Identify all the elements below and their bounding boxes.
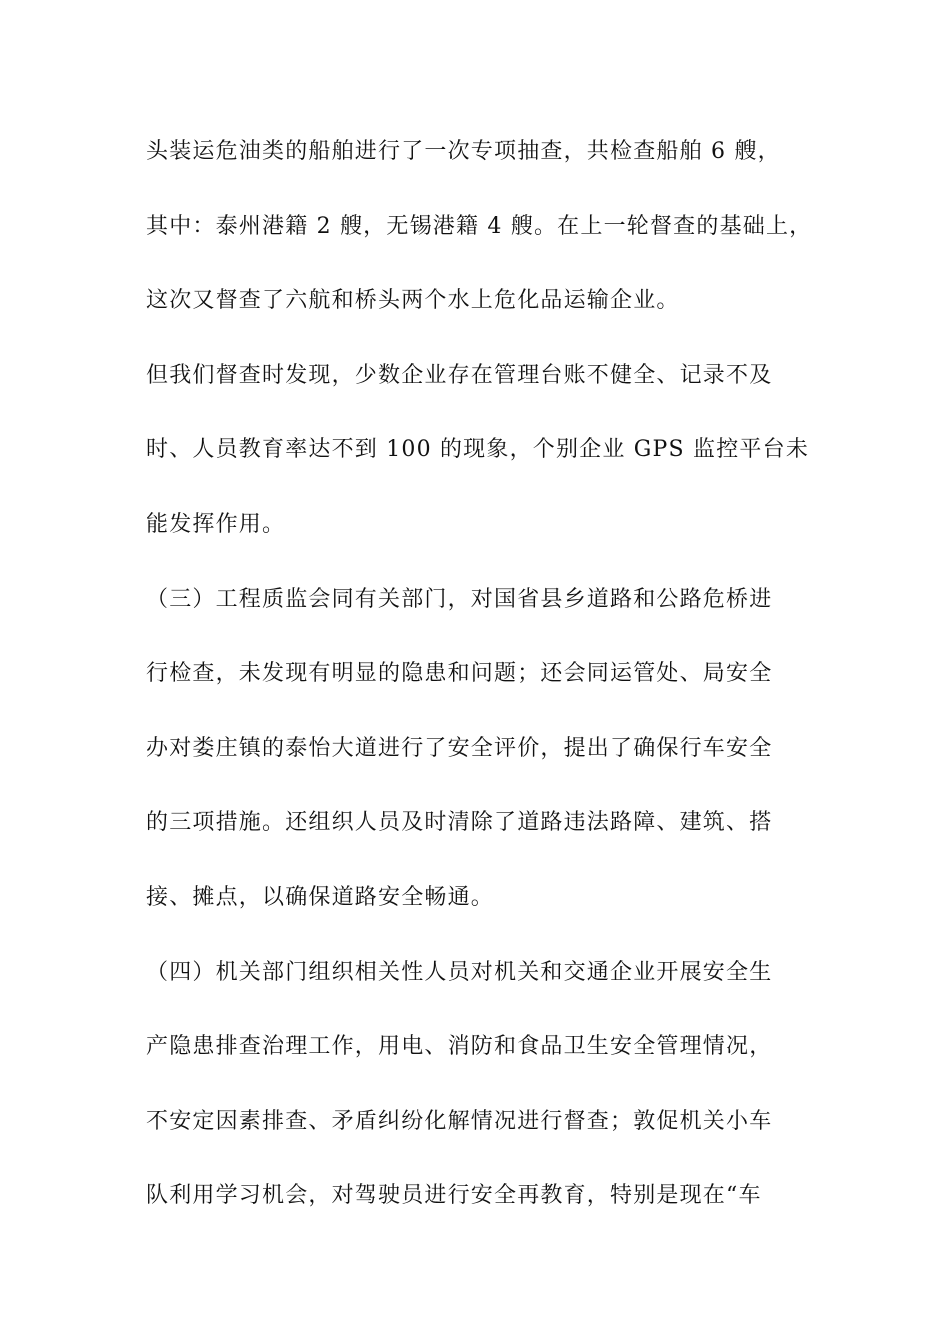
text-line: （四）机关部门组织相关性人员对机关和交通企业开展安全生 <box>146 959 773 985</box>
text-line: 接、摊点，以确保道路安全畅通。 <box>146 884 495 910</box>
text-line: 产隐患排查治理工作，用电、消防和食品卫生安全管理情况， <box>146 1034 773 1060</box>
text-line: 不安定因素排查、矛盾纠纷化解情况进行督查；敦促机关小车 <box>146 1108 773 1134</box>
text-line: （三）工程质监会同有关部门，对国省县乡道路和公路危桥进 <box>146 586 773 612</box>
text-line: 头装运危油类的船舶进行了一次专项抽查，共检查船舶 6 艘， <box>146 139 781 164</box>
text-line: 行检查，未发现有明显的隐患和问题；还会同运管处、局安全 <box>146 661 773 687</box>
text-line: 的三项措施。还组织人员及时清除了道路违法路障、建筑、搭 <box>146 810 773 836</box>
text-line: 时、人员教育率达不到 100 的现象，个别企业 GPS 监控平台未 <box>146 437 810 463</box>
text-line: 其中：泰州港籍 2 艘，无锡港籍 4 艘。在上一轮督查的基础上， <box>146 213 813 239</box>
body-text <box>146 130 836 1249</box>
text-line: 能发挥作用。 <box>146 511 286 537</box>
text-line: 但我们督查时发现，少数企业存在管理台账不健全、记录不及 <box>146 362 773 388</box>
text-line: 队利用学习机会，对驾驶员进行安全再教育，特别是现在“车 <box>146 1183 762 1209</box>
text-line: 这次又督查了六航和桥头两个水上危化品运输企业。 <box>146 288 680 314</box>
text-line: 办对娄庄镇的泰怡大道进行了安全评价，提出了确保行车安全 <box>146 735 773 761</box>
